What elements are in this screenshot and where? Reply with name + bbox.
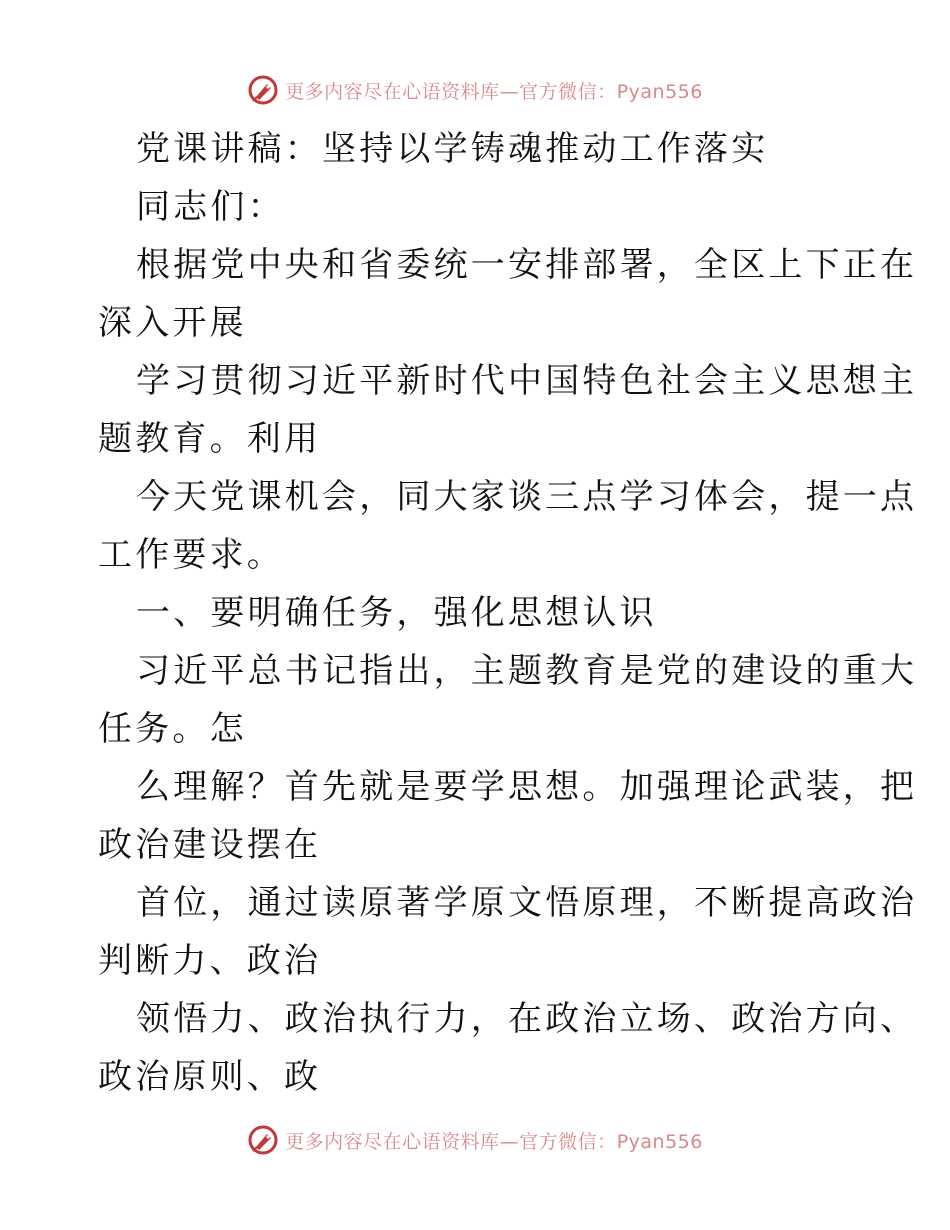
paragraph-line: 今天党课机会，同大家谈三点学习体会，提一点	[136, 477, 918, 517]
paragraph-line: 政治原则、政	[98, 1057, 322, 1097]
banner-site-name: 更多内容尽在心语资料库	[285, 80, 500, 103]
paragraph-line: 一、要明确任务，强化思想认识	[136, 593, 657, 633]
paragraph-line: 同志们：	[136, 187, 285, 227]
banner-dash: —	[499, 80, 520, 103]
banner-wechat-id: Pyan556	[616, 1130, 703, 1153]
banner-wechat-label: 官方微信：	[519, 1130, 617, 1153]
paragraph-line: 领悟力、政治执行力，在政治立场、政治方向、	[136, 999, 918, 1039]
paragraph-line: 么理解？首先就是要学思想。加强理论武装，把	[136, 767, 918, 807]
paragraph-line: 题教育。利用	[98, 419, 322, 459]
paragraph-line: 任务。怎	[98, 709, 247, 749]
paragraph-line: 判断力、政治	[98, 941, 322, 981]
banner-dash: —	[499, 1130, 520, 1153]
banner-text	[285, 1127, 703, 1154]
paragraph-line: 学习贯彻习近平新时代中国特色社会主义思想主	[136, 361, 918, 401]
banner-content	[247, 1124, 703, 1156]
paragraph-line: 首位，通过读原著学原文悟原理，不断提高政治	[136, 883, 918, 923]
document-body	[98, 120, 918, 1106]
header-banner	[0, 70, 950, 110]
pen-nib-logo-icon	[247, 1124, 279, 1156]
banner-site-name: 更多内容尽在心语资料库	[285, 1130, 500, 1153]
paragraph-line: 深入开展	[98, 303, 247, 343]
paragraph-line: 根据党中央和省委统一安排部署，全区上下正在	[136, 245, 918, 285]
banner-wechat-id: Pyan556	[616, 80, 703, 103]
paragraph-line: 政治建设摆在	[98, 825, 322, 865]
banner-wechat-label: 官方微信：	[519, 80, 617, 103]
paragraph-line: 工作要求。	[98, 535, 284, 575]
pen-nib-logo-icon	[247, 74, 279, 106]
paragraph-line: 习近平总书记指出，主题教育是党的建设的重大	[136, 651, 918, 691]
paragraph-line: 党课讲稿：坚持以学铸魂推动工作落实	[136, 129, 769, 169]
banner-text	[285, 77, 703, 104]
banner-content	[247, 74, 703, 106]
footer-banner	[0, 1120, 950, 1160]
